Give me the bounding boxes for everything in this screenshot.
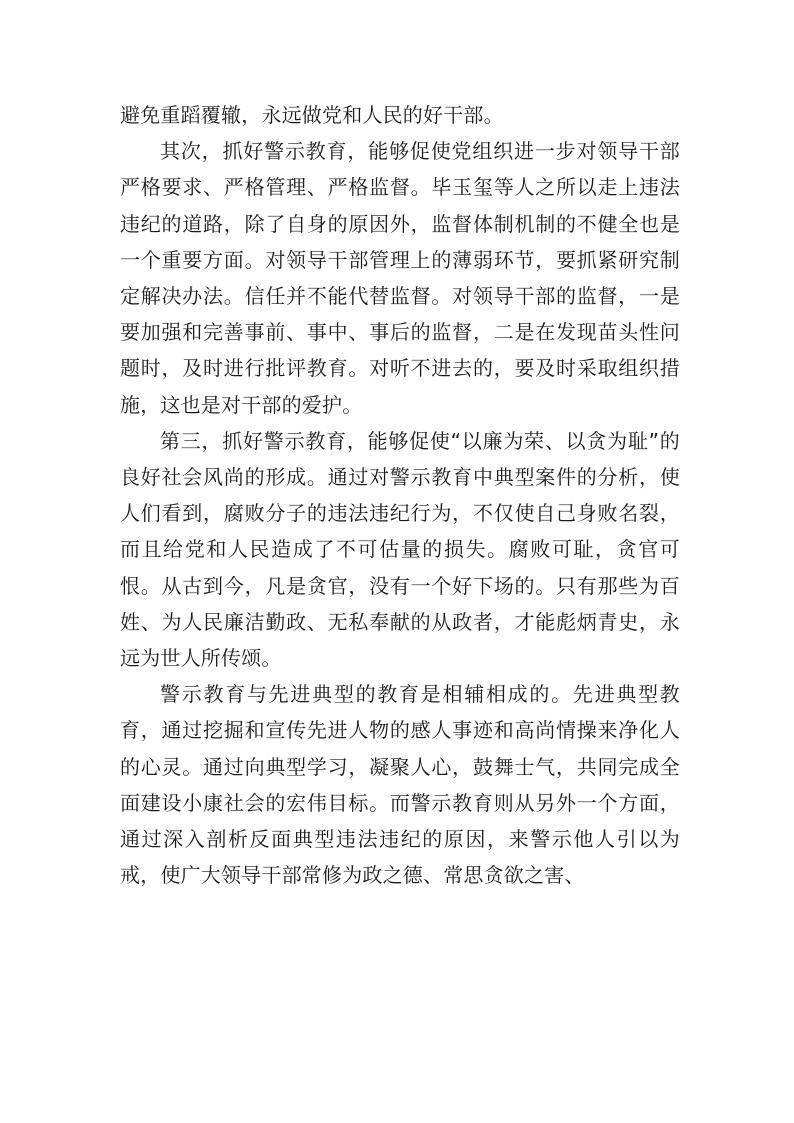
paragraph-continuation: 避免重蹈覆辙，永远做党和人民的好干部。 [120,103,504,127]
document-body [120,97,680,893]
paragraph-second-point: 其次，抓好警示教育，能够促使党组织进一步对领导干部严格要求、严格管理、严格监督。毕玉玺等人之所以走上违法违纪的道路，除了自身的原因外，监督体制机制的不健全也是一个重要方面。对领导干部管理上的薄弱环节，要抓紧研究制定解决办法。信任并不能代替监督。对领导干部的监督，一是要加强和完善事前、事中、事后的监督，二是在发现苗头性问题时，及时进行批评教育。对听不进去的，要及时采取组织措施，这也是对干部的爱护。 [120,139,680,417]
paragraph-third-point: 第三，抓好警示教育，能够促使“以廉为荣、以贪为耻”的良好社会风尚的形成。通过对警示教育中典型案件的分析，使人们看到，腐败分子的违法违纪行为，不仅使自己身败名裂，而且给党和人民造成了不可估量的损失。腐败可耻，贪官可恨。从古到今，凡是贪官，没有一个好下场的。只有那些为百姓、为人民廉洁勤政、无私奉献的从政者，才能彪炳青史，永远为世人所传颂。 [120,428,680,671]
paragraph-warning-education: 警示教育与先进典型的教育是相辅相成的。先进典型教育，通过挖掘和宣传先进人物的感人事迹和高尚情操来净化人的心灵。通过向典型学习，凝聚人心，鼓舞士气，共同完成全面建设小康社会的宏伟目标。而警示教育则从另外一个方面，通过深入剖析反面典型违法违纪的原因，来警示他人引以为戒，使广大领导干部常修为政之德、常思贪欲之害、 [120,682,680,888]
